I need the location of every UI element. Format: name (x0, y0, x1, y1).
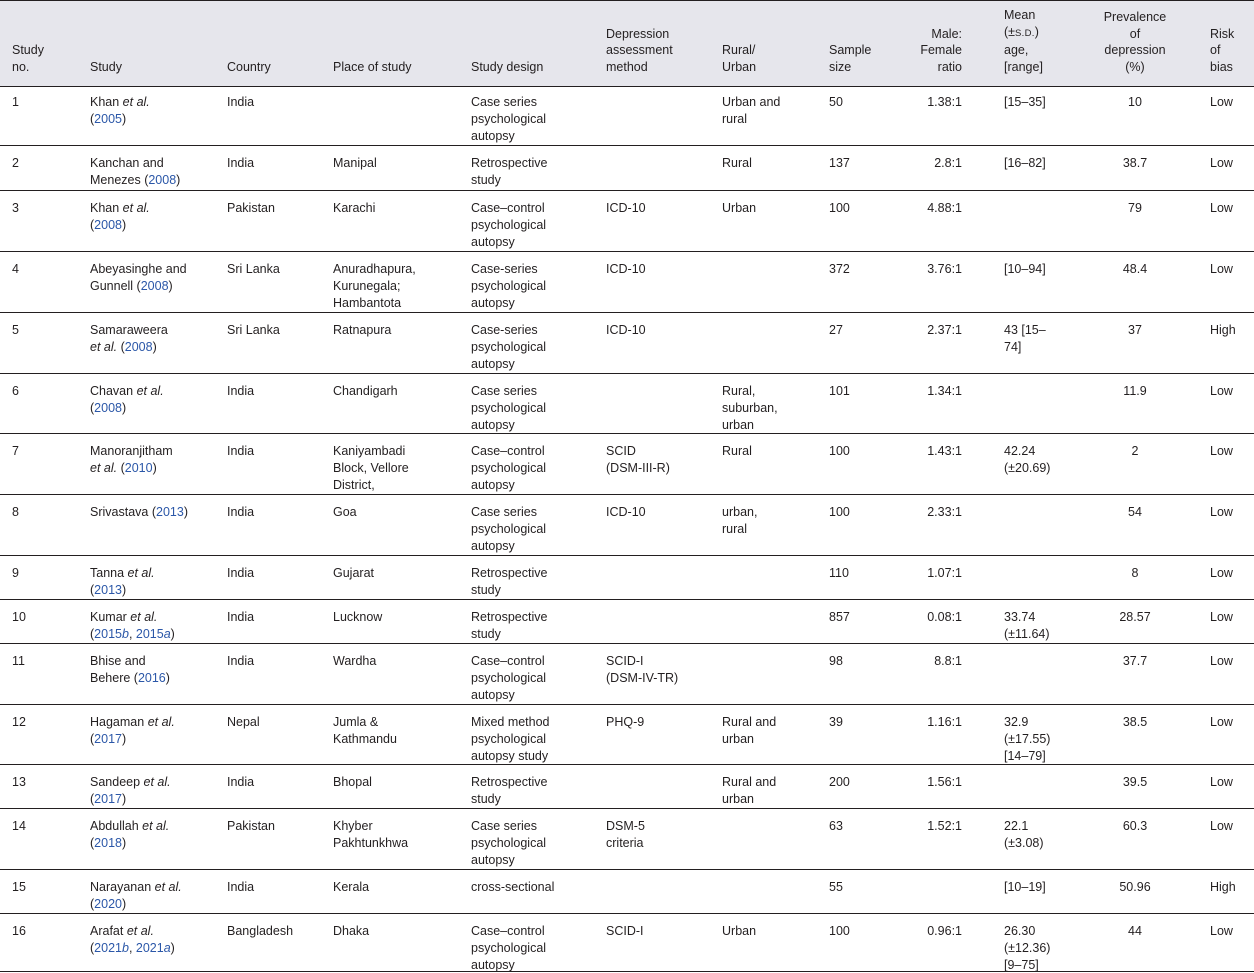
cell-country: Bangladesh (227, 924, 294, 938)
table-header (0, 0, 1254, 87)
cell-study: Hagaman et al. (2017) (90, 715, 175, 746)
cell-place: Karachi (333, 201, 376, 215)
cell-age: 33.74 (±11.64) (1004, 610, 1050, 641)
table-row (0, 85, 1254, 146)
cell-size: 27 (829, 323, 843, 337)
cell-bias: Low (1210, 654, 1233, 668)
cell-age: 22.1 (±3.08) (1004, 819, 1044, 850)
cell-study: Arafat et al. (2021b, 2021a) (90, 924, 175, 955)
table-row (0, 313, 1254, 374)
cell-prev: 38.7 (1122, 156, 1148, 170)
cell-size: 100 (829, 505, 850, 519)
cell-study: Abdullah et al. (2018) (90, 819, 170, 850)
cell-country: India (227, 775, 255, 789)
column-header-size: Sample size (829, 43, 872, 75)
cell-bias: Low (1210, 262, 1233, 276)
cell-study: Narayanan et al. (2020) (90, 880, 182, 911)
cell-design: Case–control psychological autopsy (471, 444, 547, 492)
cell-study: Bhise and Behere (2016) (90, 654, 170, 685)
cell-size: 100 (829, 201, 850, 215)
cell-no: 1 (12, 95, 19, 109)
cell-ratio: 1.07:1 (927, 566, 962, 580)
table-row (0, 870, 1254, 914)
cell-no: 5 (12, 323, 19, 337)
cell-design: Retrospective study (471, 610, 548, 641)
cell-country: Sri Lanka (227, 262, 280, 276)
table-row (0, 556, 1254, 600)
table-row (0, 252, 1254, 313)
cell-no: 15 (12, 880, 26, 894)
cell-setting: Urban (722, 924, 757, 938)
cell-study: Kumar et al. (2015b, 2015a) (90, 610, 175, 641)
cell-design: Retrospective study (471, 566, 548, 597)
cell-size: 372 (829, 262, 850, 276)
cell-bias: Low (1210, 715, 1233, 729)
cell-design: Retrospective study (471, 775, 548, 806)
cell-ratio: 0.96:1 (927, 924, 962, 938)
cell-setting: urban, rural (722, 505, 758, 536)
cell-design: Case series psychological autopsy (471, 819, 547, 867)
cell-method: ICD-10 (606, 262, 646, 276)
cell-study: Abeyasinghe and Gunnell (2008) (90, 262, 187, 293)
cell-ratio: 2.37:1 (927, 323, 962, 337)
cell-ratio: 2.8:1 (934, 156, 962, 170)
cell-no: 4 (12, 262, 19, 276)
cell-no: 7 (12, 444, 19, 458)
cell-age: 42.24 (±20.69) (1004, 444, 1051, 475)
cell-prev: 48.4 (1122, 262, 1148, 276)
column-header-design: Study design (471, 60, 544, 75)
cell-design: Case–control psychological autopsy (471, 654, 547, 702)
cell-setting: Rural and urban (722, 715, 777, 746)
cell-prev: 37.7 (1122, 654, 1148, 668)
cell-design: Case series psychological autopsy (471, 95, 547, 143)
cell-study: Chavan et al. (2008) (90, 384, 164, 415)
cell-design: Retrospective study (471, 156, 548, 187)
cell-prev: 38.5 (1122, 715, 1148, 729)
cell-place: Khyber Pakhtunkhwa (333, 819, 409, 850)
cell-design: cross-sectional (471, 880, 555, 894)
column-header-method: Depression assessment method (606, 26, 673, 75)
cell-country: India (227, 444, 255, 458)
cell-design: Case series psychological autopsy (471, 505, 547, 553)
cell-age: [16–82] (1004, 156, 1046, 170)
cell-place: Wardha (333, 654, 377, 668)
cell-size: 857 (829, 610, 850, 624)
cell-size: 63 (829, 819, 843, 833)
cell-study: Samaraweera et al. (2008) (90, 323, 168, 354)
cell-prev: 50.96 (1119, 880, 1151, 894)
cell-setting: Rural (722, 156, 752, 170)
cell-size: 39 (829, 715, 843, 729)
cell-country: India (227, 880, 255, 894)
cell-prev: 79 (1128, 201, 1142, 215)
cell-design: Case–control psychological autopsy (471, 924, 547, 972)
cell-ratio: 1.38:1 (927, 95, 962, 109)
cell-design: Case–control psychological autopsy (471, 201, 547, 249)
cell-country: India (227, 156, 255, 170)
cell-bias: Low (1210, 924, 1233, 938)
table-row (0, 705, 1254, 765)
cell-bias: High (1210, 880, 1236, 894)
cell-ratio: 1.56:1 (927, 775, 962, 789)
cell-method: SCID-I (606, 924, 644, 938)
cell-ratio: 0.08:1 (927, 610, 962, 624)
table-row (0, 914, 1254, 972)
cell-method: PHQ-9 (606, 715, 645, 729)
cell-prev: 54 (1128, 505, 1142, 519)
cell-country: India (227, 384, 255, 398)
cell-size: 100 (829, 924, 850, 938)
cell-bias: Low (1210, 201, 1233, 215)
cell-method: SCID (DSM-III-R) (606, 444, 670, 475)
cell-country: Pakistan (227, 819, 275, 833)
cell-no: 6 (12, 384, 19, 398)
column-header-study: Study (90, 60, 122, 75)
cell-country: India (227, 566, 255, 580)
cell-prev: 11.9 (1123, 384, 1147, 398)
cell-bias: Low (1210, 610, 1233, 624)
column-header-prev: Prevalence of depression (%) (1103, 9, 1167, 75)
cell-design: Case-series psychological autopsy (471, 262, 547, 310)
cell-bias: Low (1210, 95, 1233, 109)
cell-setting: Rural, suburban, urban (722, 384, 778, 432)
cell-design: Case-series psychological autopsy (471, 323, 547, 371)
table-row (0, 146, 1254, 191)
cell-age: 43 [15– 74] (1004, 323, 1046, 354)
cell-ratio: 1.34:1 (927, 384, 962, 398)
cell-size: 98 (829, 654, 843, 668)
cell-no: 9 (12, 566, 19, 580)
column-header-setting: Rural/ Urban (722, 43, 757, 75)
cell-bias: Low (1210, 566, 1233, 580)
cell-design: Mixed method psychological autopsy study (471, 715, 550, 763)
cell-no: 8 (12, 505, 19, 519)
cell-country: India (227, 95, 255, 109)
cell-prev: 8 (1131, 566, 1139, 580)
cell-setting: Urban (722, 201, 757, 215)
cell-size: 137 (829, 156, 850, 170)
cell-age: 26.30 (±12.36) [9–75] (1004, 924, 1051, 972)
cell-no: 10 (12, 610, 26, 624)
cell-setting: Urban and rural (722, 95, 781, 126)
cell-no: 3 (12, 201, 19, 215)
cell-design: Case series psychological autopsy (471, 384, 547, 432)
column-header-bias: Risk of bias (1210, 26, 1235, 75)
column-header-ratio: Male: Female ratio (920, 26, 962, 75)
cell-no: 14 (12, 819, 26, 833)
cell-study: Kanchan and Menezes (2008) (90, 156, 181, 187)
cell-country: Nepal (227, 715, 260, 729)
cell-place: Kerala (333, 880, 370, 894)
cell-country: India (227, 505, 255, 519)
column-header-age: Mean (±S.D.) age, [range] (1004, 7, 1043, 75)
cell-size: 110 (829, 566, 849, 580)
cell-no: 2 (12, 156, 19, 170)
cell-setting: Rural and urban (722, 775, 777, 806)
cell-country: Sri Lanka (227, 323, 280, 337)
cell-prev: 2 (1131, 444, 1139, 458)
cell-prev: 37 (1128, 323, 1142, 337)
cell-no: 11 (12, 654, 25, 668)
row-divider (0, 971, 1254, 972)
cell-setting: Rural (722, 444, 752, 458)
cell-age: 32.9 (±17.55) [14–79] (1004, 715, 1051, 763)
cell-size: 50 (829, 95, 843, 109)
cell-place: Anuradhapura, Kurunegala; Hambantota (333, 262, 416, 310)
cell-bias: High (1210, 323, 1236, 337)
cell-place: Ratnapura (333, 323, 392, 337)
cell-country: India (227, 654, 255, 668)
cell-study: Srivastava (2013) (90, 505, 188, 519)
table-row (0, 600, 1254, 644)
cell-method: DSM-5 criteria (606, 819, 645, 850)
cell-ratio: 3.76:1 (927, 262, 962, 276)
cell-place: Kaniyambadi Block, Vellore District, (333, 444, 409, 492)
cell-age: [15–35] (1004, 95, 1046, 109)
cell-place: Lucknow (333, 610, 383, 624)
cell-size: 55 (829, 880, 843, 894)
cell-ratio: 8.8:1 (934, 654, 962, 668)
cell-no: 12 (12, 715, 26, 729)
cell-place: Gujarat (333, 566, 374, 580)
cell-place: Bhopal (333, 775, 372, 789)
cell-size: 200 (829, 775, 850, 789)
column-header-place: Place of study (333, 60, 412, 75)
cell-ratio: 1.43:1 (927, 444, 962, 458)
cell-size: 101 (829, 384, 850, 398)
cell-country: India (227, 610, 255, 624)
cell-age: [10–19] (1004, 880, 1046, 894)
cell-ratio: 1.52:1 (927, 819, 962, 833)
cell-bias: Low (1210, 505, 1233, 519)
cell-prev: 60.3 (1122, 819, 1148, 833)
cell-place: Manipal (333, 156, 377, 170)
cell-bias: Low (1210, 384, 1233, 398)
cell-study: Manoranjitham et al. (2010) (90, 444, 173, 475)
column-header-country: Country (227, 60, 271, 75)
cell-prev: 44 (1128, 924, 1142, 938)
cell-age: [10–94] (1004, 262, 1046, 276)
cell-method: ICD-10 (606, 505, 646, 519)
cell-no: 16 (12, 924, 26, 938)
cell-prev: 10 (1128, 95, 1142, 109)
table-row (0, 765, 1254, 809)
cell-place: Goa (333, 505, 357, 519)
cell-method: ICD-10 (606, 201, 646, 215)
table-row (0, 644, 1254, 705)
table-row (0, 495, 1254, 556)
cell-prev: 39.5 (1122, 775, 1148, 789)
cell-ratio: 2.33:1 (927, 505, 962, 519)
cell-bias: Low (1210, 444, 1233, 458)
cell-ratio: 4.88:1 (927, 201, 962, 215)
cell-prev: 28.57 (1119, 610, 1151, 624)
table-row (0, 191, 1254, 252)
cell-study: Sandeep et al. (2017) (90, 775, 171, 806)
cell-study: Khan et al. (2005) (90, 95, 150, 126)
cell-bias: Low (1210, 775, 1233, 789)
cell-study: Tanna et al. (2013) (90, 566, 155, 597)
column-header-no: Study no. (12, 43, 44, 75)
table-row (0, 809, 1254, 870)
cell-country: Pakistan (227, 201, 275, 215)
cell-no: 13 (12, 775, 26, 789)
cell-bias: Low (1210, 819, 1233, 833)
cell-study: Khan et al. (2008) (90, 201, 150, 232)
cell-size: 100 (829, 444, 850, 458)
cell-bias: Low (1210, 156, 1233, 170)
cell-place: Dhaka (333, 924, 370, 938)
cell-place: Jumla & Kathmandu (333, 715, 397, 746)
cell-method: ICD-10 (606, 323, 646, 337)
table-row (0, 434, 1254, 495)
cell-ratio: 1.16:1 (927, 715, 962, 729)
cell-place: Chandigarh (333, 384, 398, 398)
table-row (0, 374, 1254, 434)
cell-method: SCID-I (DSM-IV-TR) (606, 654, 679, 685)
